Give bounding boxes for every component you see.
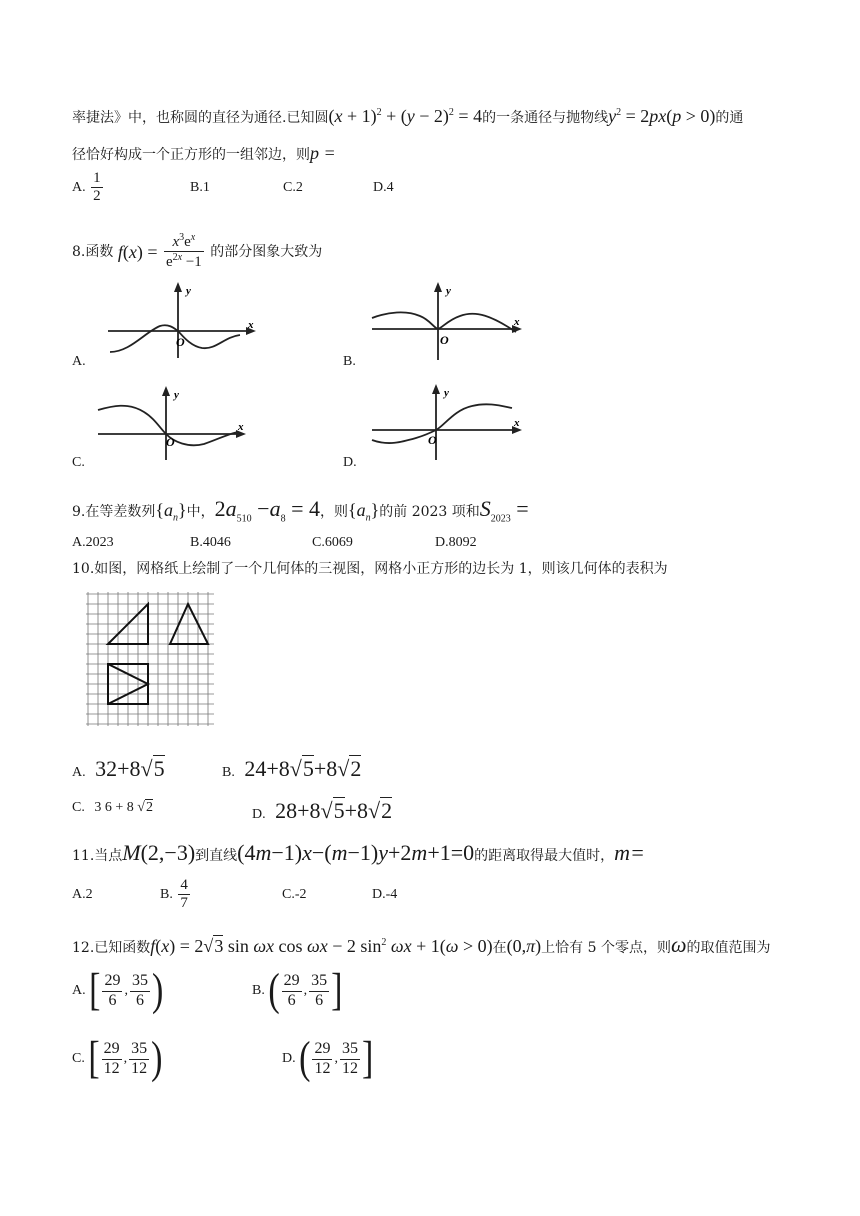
open-bracket: ( (299, 1033, 311, 1084)
q11-suffix: 的距离取得最大值时， (474, 848, 615, 864)
q11-mid: 到直线 (195, 848, 238, 864)
frac-denominator: 6 (315, 991, 324, 1009)
q10-option-b-value: 24+8√5+8√2 (244, 756, 362, 781)
frac-numerator: 29 (312, 1040, 332, 1059)
frac-numerator: 29 (282, 972, 302, 991)
q10-option-c[interactable] (72, 800, 153, 816)
frac-numerator: $x^3e^x$ (164, 232, 204, 252)
origin-label: O (176, 335, 185, 349)
q10-option-c-value: 3 6 + 8 √2 (94, 800, 153, 816)
q10-option-a-value: 32+8√5 (95, 756, 165, 781)
q7-text-a: 率捷法》中，也称圆的直径为通径.已知圆 (72, 110, 329, 126)
q11-option-b[interactable] (160, 877, 192, 913)
q11-point: M(2,−3) (122, 840, 196, 865)
close-bracket: ) (151, 1033, 163, 1084)
q9-prefix: 9.在等差数列 (72, 504, 156, 520)
q12-stem (72, 934, 771, 956)
q8-function-fraction (164, 232, 204, 272)
q7-option-c[interactable]: C.2 (283, 180, 303, 195)
q9-sequence: $\{a_n\}$ (155, 500, 187, 524)
fraction-upper (340, 1040, 360, 1078)
close-bracket: ) (151, 965, 164, 1016)
fraction-upper (129, 1040, 149, 1078)
q7-circle-equation: $(x + 1)^2 + (y - 2)^2 = 4$ (328, 106, 483, 126)
q8-function: f(x) = (117, 241, 158, 262)
origin-label: O (166, 435, 175, 449)
axis-x-label: x (238, 421, 244, 433)
frac-denominator: 6 (287, 991, 296, 1009)
q9-stem (72, 498, 529, 524)
q11-stem (72, 842, 645, 864)
q12-omega: ω (670, 932, 687, 957)
q12-option-a[interactable] (72, 965, 164, 1016)
frac-denominator: 6 (108, 991, 117, 1009)
frac-denominator: 12 (341, 1059, 358, 1077)
comma: , (303, 983, 308, 998)
frac-numerator: 4 (178, 877, 190, 895)
q8-graph-d[interactable] (368, 380, 528, 462)
q7-option-b[interactable]: B.1 (190, 180, 210, 195)
q7-option-a[interactable] (72, 170, 105, 206)
q9-sequence-2: $\{a_n\}$ (347, 500, 380, 524)
q8-stem (72, 232, 322, 272)
q9-option-a[interactable]: A.2023 (72, 535, 114, 550)
q11-option-a[interactable]: A.2 (72, 887, 93, 902)
q11-option-c[interactable]: C.-2 (282, 887, 307, 902)
q9-option-c[interactable]: C.6069 (312, 535, 353, 550)
axis-y-label: y (446, 285, 451, 297)
fraction-lower (102, 1040, 122, 1078)
q11-option-b-label: B. (160, 886, 173, 902)
q10-option-a[interactable] (72, 756, 165, 782)
frac-denominator: $e^{2x} -1$ (165, 252, 202, 271)
q7-line-1 (72, 107, 743, 125)
comma: , (334, 1051, 338, 1066)
origin-label: O (440, 333, 449, 347)
q7-parabola-equation: $y^2 = 2px(p > 0)$ (608, 106, 716, 126)
frac-numerator: 29 (102, 972, 122, 991)
q10-option-b-label: B. (222, 764, 235, 780)
q12-function: f(x) = 2√3 sin ωx cos ωx − 2 $\sin^2 \omega x + 1(\omega > 0)$ (150, 936, 493, 956)
q12-option-c-label: C. (72, 1051, 85, 1066)
q8-option-b-label[interactable]: B. (343, 354, 356, 369)
q12-suffix: 上恰有 5 个零点，则 (541, 940, 671, 956)
q12-option-c[interactable] (72, 1033, 163, 1084)
q9-equation: $2a_{510} -a_8 = 4$ (214, 496, 320, 525)
fraction-lower (312, 1040, 332, 1078)
axis-y-label: y (444, 387, 449, 399)
axis-x-label: x (514, 417, 520, 429)
frac-denominator: 2 (93, 188, 101, 205)
frac-numerator: 1 (91, 170, 103, 188)
q9-mid2: ，则 (319, 504, 348, 520)
q12-interval: (0,π) (506, 936, 542, 956)
q7-option-a-label: A. (72, 179, 86, 195)
q7-text-line2: 径恰好构成一个正方形的一组邻边，则 (72, 147, 310, 163)
q10-option-d[interactable] (252, 798, 392, 824)
q8-option-c-label[interactable]: C. (72, 455, 85, 470)
q11-prefix: 11.当点 (72, 848, 123, 864)
q10-stem: 10.如图，网格纸上绘制了一个几何体的三视图，网格小正方形的边长为 1，则该几何体的表积为 (72, 561, 668, 577)
frac-denominator: 7 (180, 895, 188, 912)
fraction-upper (130, 972, 150, 1010)
q8-option-a-label[interactable]: A. (72, 354, 86, 369)
q10-option-a-label: A. (72, 764, 86, 780)
q12-option-a-label: A. (72, 983, 86, 998)
q8-graph-b[interactable] (368, 278, 528, 362)
q8-suffix: 的部分图象大致为 (210, 243, 323, 260)
q7-text-b: 的一条通径与抛物线 (482, 110, 609, 126)
open-bracket: ( (268, 965, 280, 1016)
q9-mid: 中， (186, 504, 215, 520)
q12-option-b[interactable] (252, 965, 343, 1016)
q12-mid: 在 (492, 940, 507, 956)
q8-prefix: 8.函数 (72, 243, 114, 260)
axis-x-label: x (248, 319, 254, 331)
fraction-upper (309, 972, 329, 1010)
q8-graph-c[interactable] (92, 382, 252, 462)
frac-denominator: 6 (135, 991, 144, 1009)
q9-option-b[interactable]: B.4046 (190, 535, 231, 550)
q12-option-d-label: D. (282, 1051, 296, 1066)
q11-m-equals: m= (614, 840, 645, 865)
q9-sum: $S_{2023}$ = (479, 496, 529, 525)
q11-option-b-fraction (178, 877, 190, 913)
q12-suffix2: 的取值范围为 (686, 940, 771, 956)
q7-text-c: 的通 (715, 110, 744, 126)
frac-numerator: 29 (102, 1040, 122, 1059)
close-bracket: ] (361, 1033, 374, 1084)
q12-option-d[interactable] (282, 1033, 374, 1084)
frac-denominator: 12 (314, 1059, 331, 1077)
frac-denominator: 12 (131, 1059, 148, 1077)
q7-option-d[interactable]: D.4 (373, 180, 394, 195)
open-bracket: [ (88, 1033, 100, 1084)
frac-numerator: 35 (340, 1040, 360, 1059)
frac-numerator: 35 (129, 1040, 149, 1059)
q10-option-c-label: C. (72, 800, 85, 815)
q11-line: (4m−1)x−(m−1)y+2m+1=0 (237, 840, 475, 865)
fraction-lower (102, 972, 122, 1010)
q10-option-d-label: D. (252, 806, 266, 822)
q10-three-view-grid-figure (84, 590, 216, 728)
q8-graph-a[interactable] (100, 280, 260, 360)
axis-y-label: y (186, 285, 191, 297)
fraction-lower (282, 972, 302, 1010)
q7-p-equals: p = (310, 143, 336, 163)
q7-option-a-fraction (91, 170, 103, 206)
comma: , (124, 983, 128, 998)
q10-option-b[interactable] (222, 756, 361, 782)
q9-suffix: 的前 2023 项和 (379, 504, 480, 520)
frac-numerator: 35 (309, 972, 329, 991)
axis-x-label: x (514, 316, 520, 328)
q8-option-d-label[interactable]: D. (343, 455, 357, 470)
frac-denominator: 12 (103, 1059, 120, 1077)
frac-numerator: 35 (130, 972, 150, 991)
close-bracket: ] (331, 965, 343, 1016)
comma: , (123, 1051, 128, 1066)
q9-option-d[interactable]: D.8092 (435, 535, 477, 550)
origin-label: O (428, 433, 437, 447)
q12-option-b-label: B. (252, 983, 265, 998)
q11-option-d[interactable]: D.-4 (372, 887, 398, 902)
q7-line-2 (72, 144, 336, 162)
q10-option-d-value: 28+8√5+8√2 (275, 798, 393, 823)
axis-y-label: y (174, 389, 179, 401)
open-bracket: [ (89, 965, 101, 1016)
q12-prefix: 12.已知函数 (72, 940, 151, 956)
